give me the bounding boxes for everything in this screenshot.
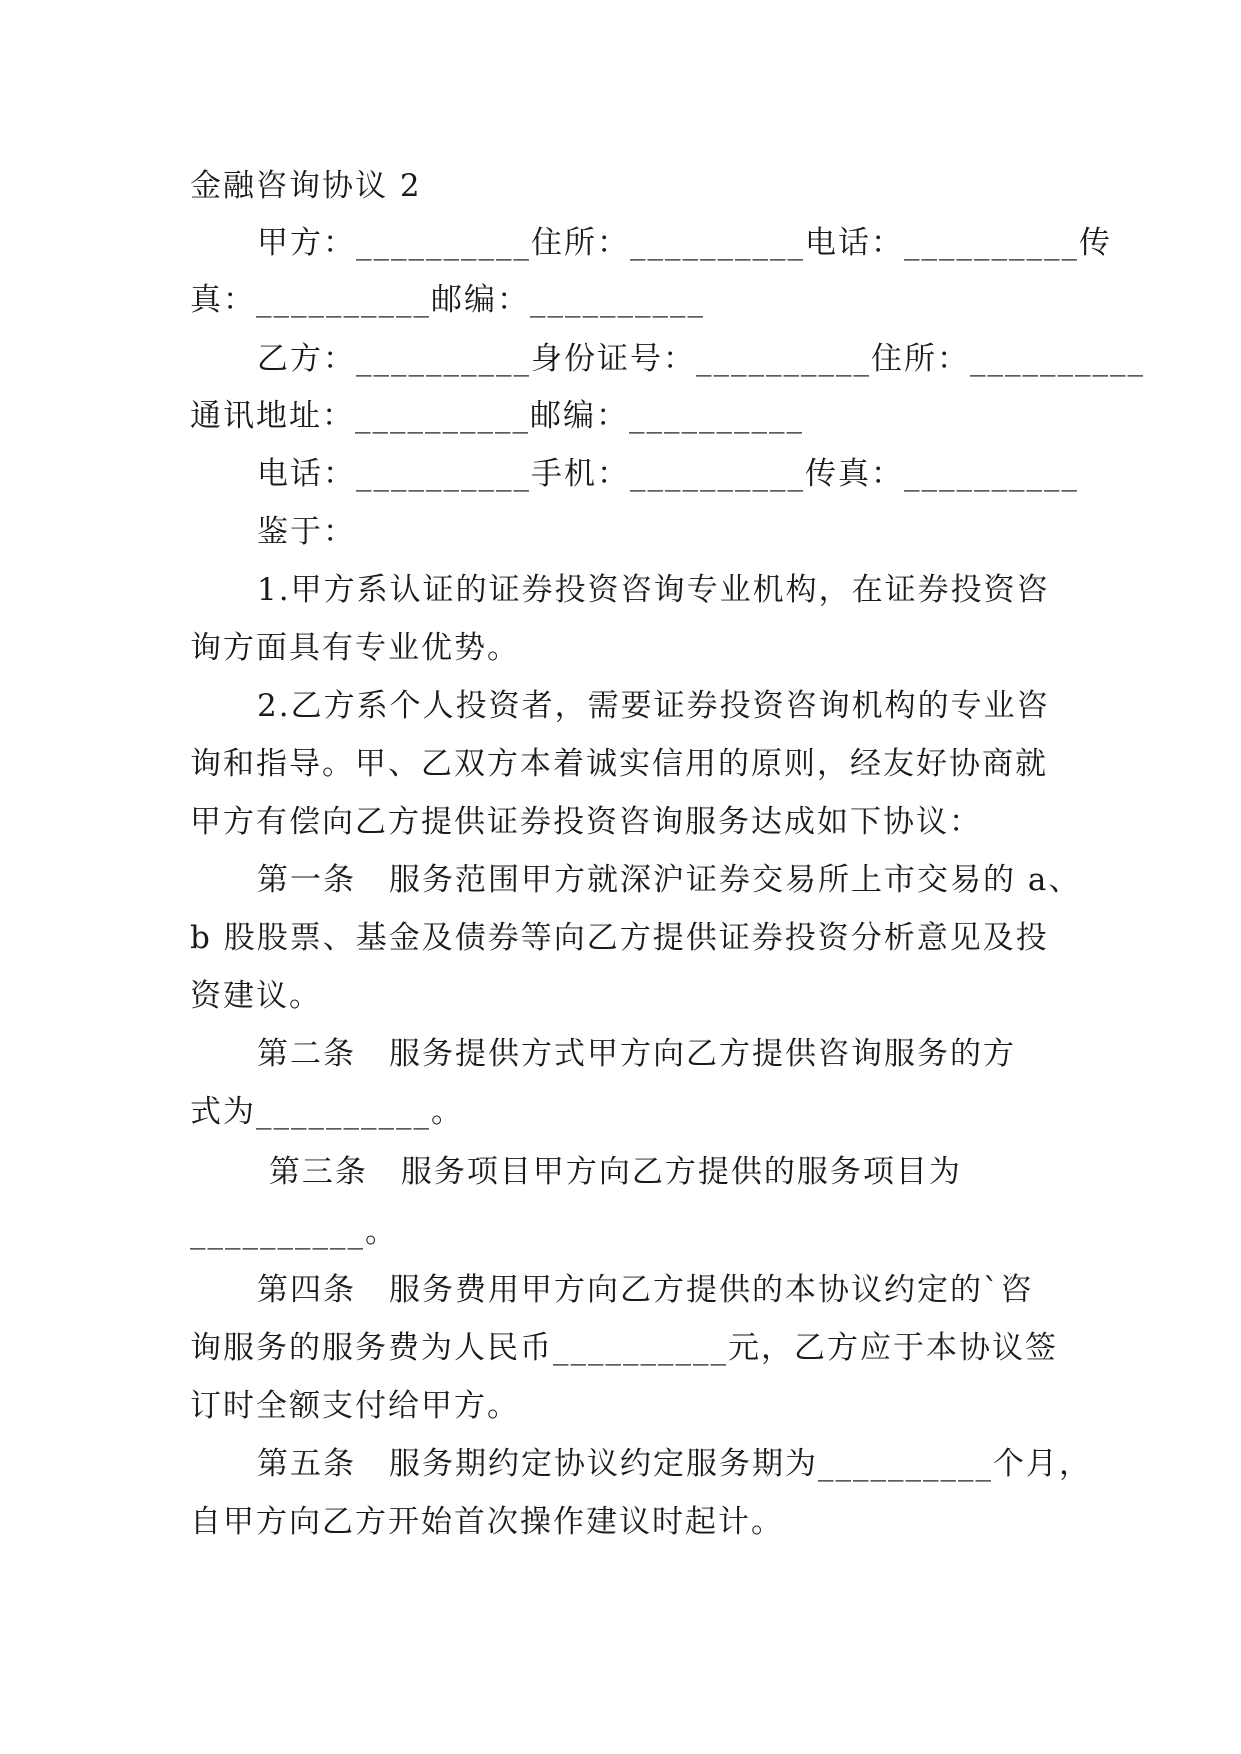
recital-2-line-2: 询和指导。甲、乙双方本着诚实信用的原则，经友好协商就 (190, 746, 1048, 782)
party-a-line-2: 真：__________邮编：__________ (190, 282, 705, 318)
article-1-line-1: 第一条 服务范围甲方就深沪证券交易所上市交易的 a、 (257, 862, 1082, 898)
article-5-line-2: 自甲方向乙方开始首次操作建议时起计。 (190, 1504, 784, 1540)
article-5-line-1: 第五条 服务期约定协议约定服务期为__________个月， (257, 1446, 1092, 1482)
party-b-line-3: 电话：__________手机：__________传真：__________ (257, 456, 1079, 492)
recital-1-line-2: 询方面具有专业优势。 (190, 630, 520, 666)
recital-1-line-1: 1.甲方系认证的证券投资咨询专业机构，在证券投资咨 (257, 572, 1050, 608)
article-4-line-3: 订时全额支付给甲方。 (190, 1388, 520, 1424)
document-title: 金融咨询协议 2 (190, 168, 422, 204)
article-3-line-1: 第三条 服务项目甲方向乙方提供的服务项目为 (257, 1154, 962, 1190)
article-1-line-3: 资建议。 (190, 978, 322, 1014)
party-a-line-1: 甲方：__________住所：__________电话：__________传 (257, 225, 1112, 261)
party-b-line-1: 乙方：__________身份证号：__________住所：__________ (257, 341, 1145, 377)
article-2-line-1: 第二条 服务提供方式甲方向乙方提供咨询服务的方 (257, 1036, 1016, 1072)
article-4-line-1: 第四条 服务费用甲方向乙方提供的本协议约定的`咨 (257, 1272, 1034, 1308)
article-1-line-2: b 股股票、基金及债券等向乙方提供证券投资分析意见及投 (190, 920, 1049, 956)
recital-2-line-1: 2.乙方系个人投资者，需要证券投资咨询机构的专业咨 (257, 688, 1050, 724)
article-4-line-2: 询服务的服务费为人民币__________元，乙方应于本协议签 (190, 1330, 1058, 1366)
article-3-line-2: __________。 (190, 1214, 398, 1250)
article-2-line-2: 式为__________。 (190, 1094, 464, 1130)
recital-2-line-3: 甲方有偿向乙方提供证券投资咨询服务达成如下协议： (190, 804, 982, 840)
party-b-line-2: 通讯地址：__________邮编：__________ (190, 398, 804, 434)
whereas-heading: 鉴于： (257, 514, 356, 550)
